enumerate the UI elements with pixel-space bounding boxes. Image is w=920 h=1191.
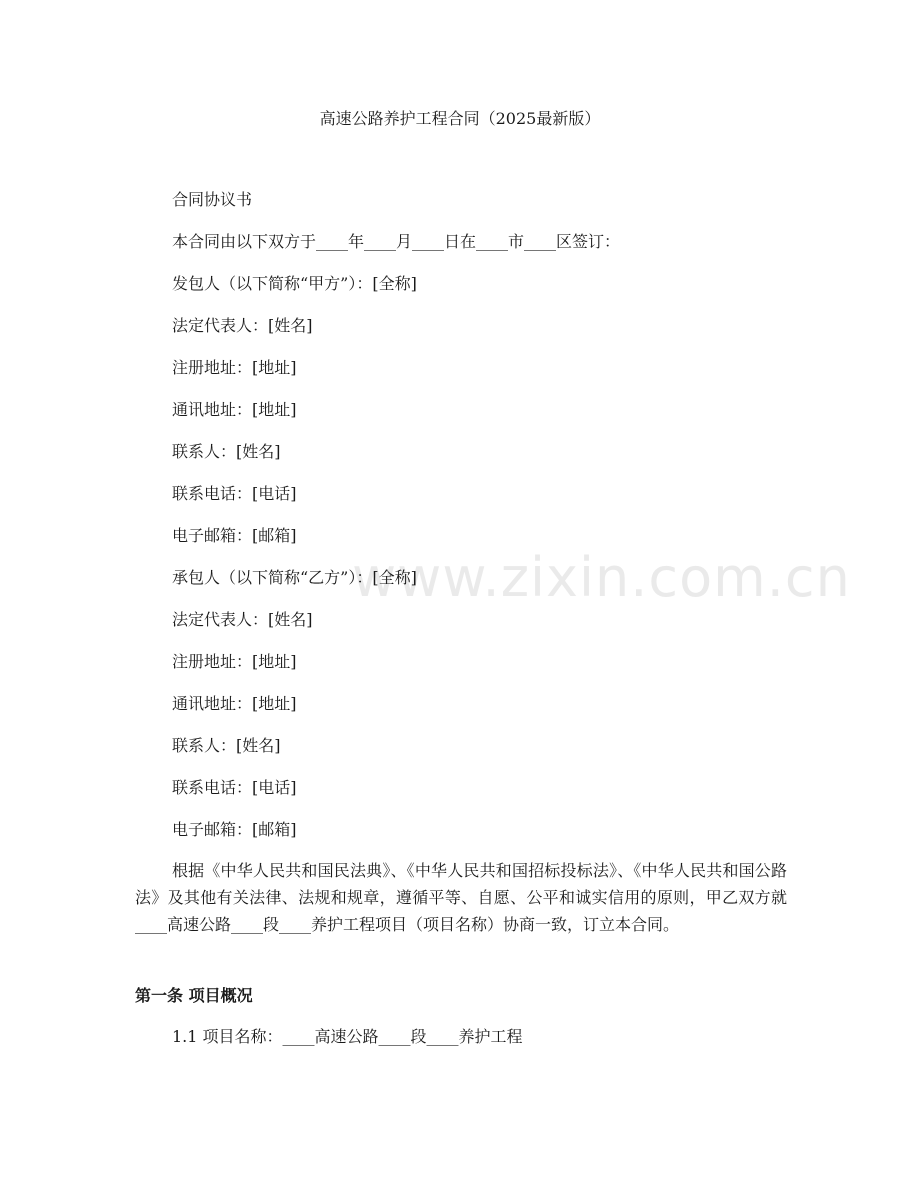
party-b-email: 电子邮箱：[邮箱] (172, 820, 297, 839)
party-a-reg-address: 注册地址：[地址] (172, 358, 297, 377)
party-a-legal-rep: 法定代表人：[姓名] (172, 316, 313, 335)
party-b-contact: 联系人：[姓名] (172, 736, 281, 755)
party-a-phone: 联系电话：[电话] (172, 484, 297, 503)
party-b-reg-address: 注册地址：[地址] (172, 652, 297, 671)
party-b-mail-address: 通讯地址：[地址] (172, 694, 297, 713)
signing-intro: 本合同由以下双方于____年____月____日在____市____区签订： (172, 232, 621, 251)
party-b-legal-rep: 法定代表人：[姓名] (172, 610, 313, 629)
article-1-item-1-1: 1.1 项目名称：____高速公路____段____养护工程 (172, 1027, 523, 1046)
party-a-email: 电子邮箱：[邮箱] (172, 526, 297, 545)
party-b-phone: 联系电话：[电话] (172, 778, 297, 797)
party-a-mail-address: 通讯地址：[地址] (172, 400, 297, 419)
party-a-header: 发包人（以下简称“甲方”）：[全称] (172, 274, 417, 293)
party-a-contact: 联系人：[姓名] (172, 442, 281, 461)
section-label: 合同协议书 (172, 190, 253, 209)
article-1-heading: 第一条 项目概况 (135, 986, 253, 1005)
legal-basis-paragraph: 根据《中华人民共和国民法典》、《中华人民共和国招标投标法》、《中华人民共和国公路法》及其他有关法律、法规和规章，遵循平等、自愿、公平和诚实信用的原则，甲乙双方就____高速公路____段____养护工程项目（项目名称）协商一致，订立本合同。 (135, 861, 787, 934)
party-b-header: 承包人（以下简称“乙方”）：[全称] (172, 568, 417, 587)
document-title: 高速公路养护工程合同（2025最新版） (319, 109, 601, 128)
watermark: www.zixin.com.cn (352, 546, 851, 609)
